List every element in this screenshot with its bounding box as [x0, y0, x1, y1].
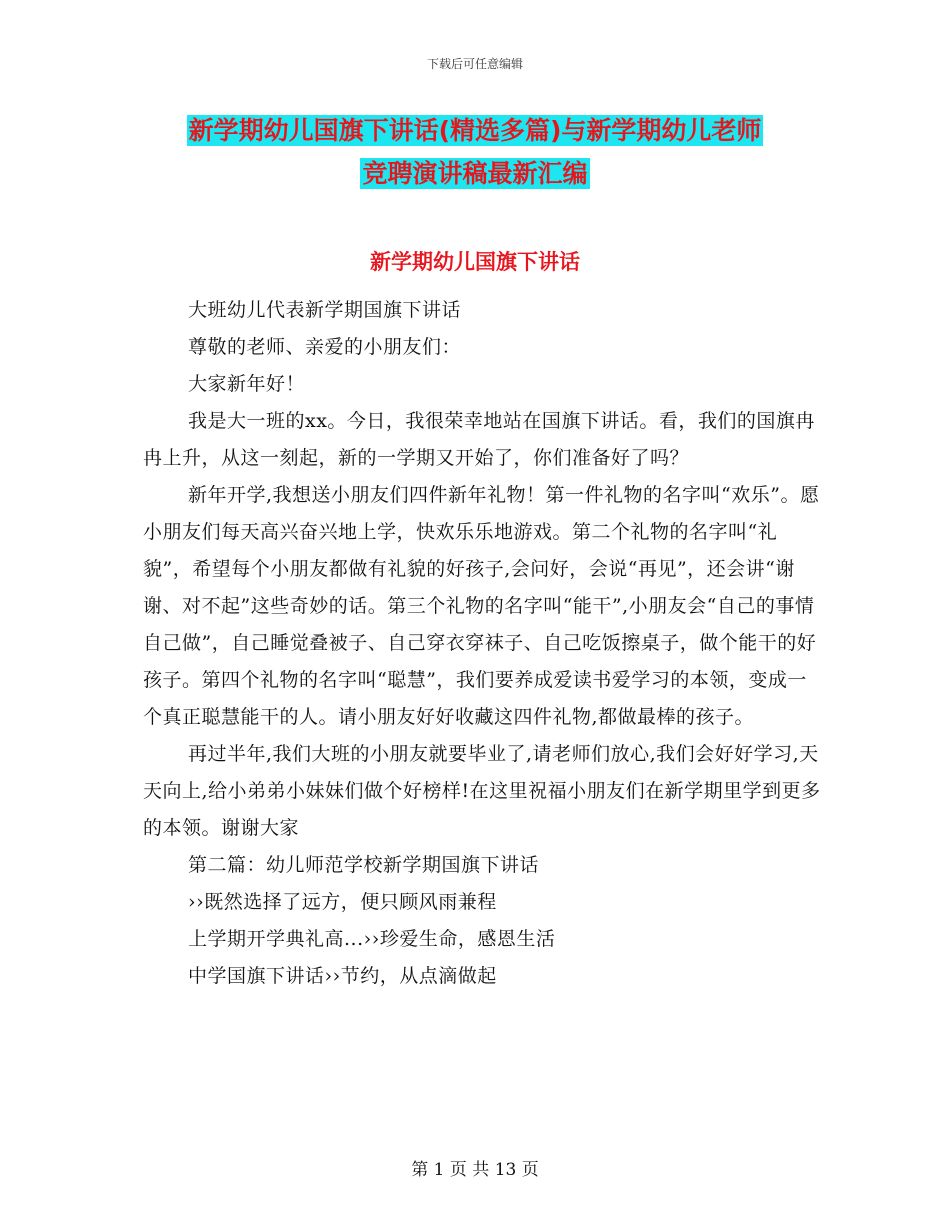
page-footer: 第 1 页 共 13 页: [411, 1160, 539, 1180]
paragraph: 尊敬的老师、亲爱的小朋友们：: [188, 336, 462, 358]
paragraph: 大班幼儿代表新学期国旗下讲话: [188, 299, 462, 321]
paragraph: 新年开学,我想送小朋友们四件新年礼物！第一件礼物的名字叫“欢乐”。愿小朋友们每天高兴奋兴地上学，快欢乐乐地游戏。第二个礼物的名字叫“礼貌”，希望每个小朋友都做有礼貌的好孩子,会问好，会说“再见”，还会讲“谢谢、对不起”这些奇妙的话。第三个礼物的名字叫“能干”,小朋友会“自己的事情自己做”，自己睡觉叠被子、自己穿衣穿袜子、自己吃饭擦桌子，做个能干的好孩子。第四个礼物的名字叫“聪慧”，我们要养成爱读书爱学习的本领，变成一个真正聪慧能干的人。请小朋友好好收藏这四件礼物,都做最棒的孩子。: [143, 484, 820, 728]
link-item[interactable]: 中学国旗下讲话››节约，从点滴做起: [188, 965, 497, 987]
link-item[interactable]: 上学期开学典礼高...››珍爱生命，感恩生活: [188, 928, 556, 950]
document-title-text-2: 竞聘演讲稿最新汇编: [362, 159, 588, 188]
paragraph: 我是大一班的xx。今日，我很荣幸地站在国旗下讲话。看，我们的国旗冉冉上升，从这一刻起，新的一学期又开始了，你们准备好了吗？: [143, 410, 815, 469]
header-note: 下载后可任意编辑: [426, 57, 523, 71]
paragraph: 大家新年好！: [188, 373, 306, 395]
document-title-text-1: 新学期幼儿国旗下讲话(精选多篇)与新学期幼儿老师: [188, 116, 762, 145]
document-title-line-1: [0, 113, 950, 149]
paragraph: 再过半年,我们大班的小朋友就要毕业了,请老师们放心,我们会好好学习,天天向上,给小弟弟小妹妹们做个好榜样!在这里祝福小朋友们在新学期里学到更多的本领。谢谢大家: [143, 743, 821, 839]
link-item[interactable]: ››既然选择了远方，便只顾风雨兼程: [188, 891, 497, 913]
section-title: 新学期幼儿国旗下讲话: [370, 250, 580, 274]
paragraph: 第二篇：幼儿师范学校新学期国旗下讲话: [188, 854, 540, 876]
document-title-line-2: [0, 156, 950, 192]
document-body: [143, 292, 823, 995]
